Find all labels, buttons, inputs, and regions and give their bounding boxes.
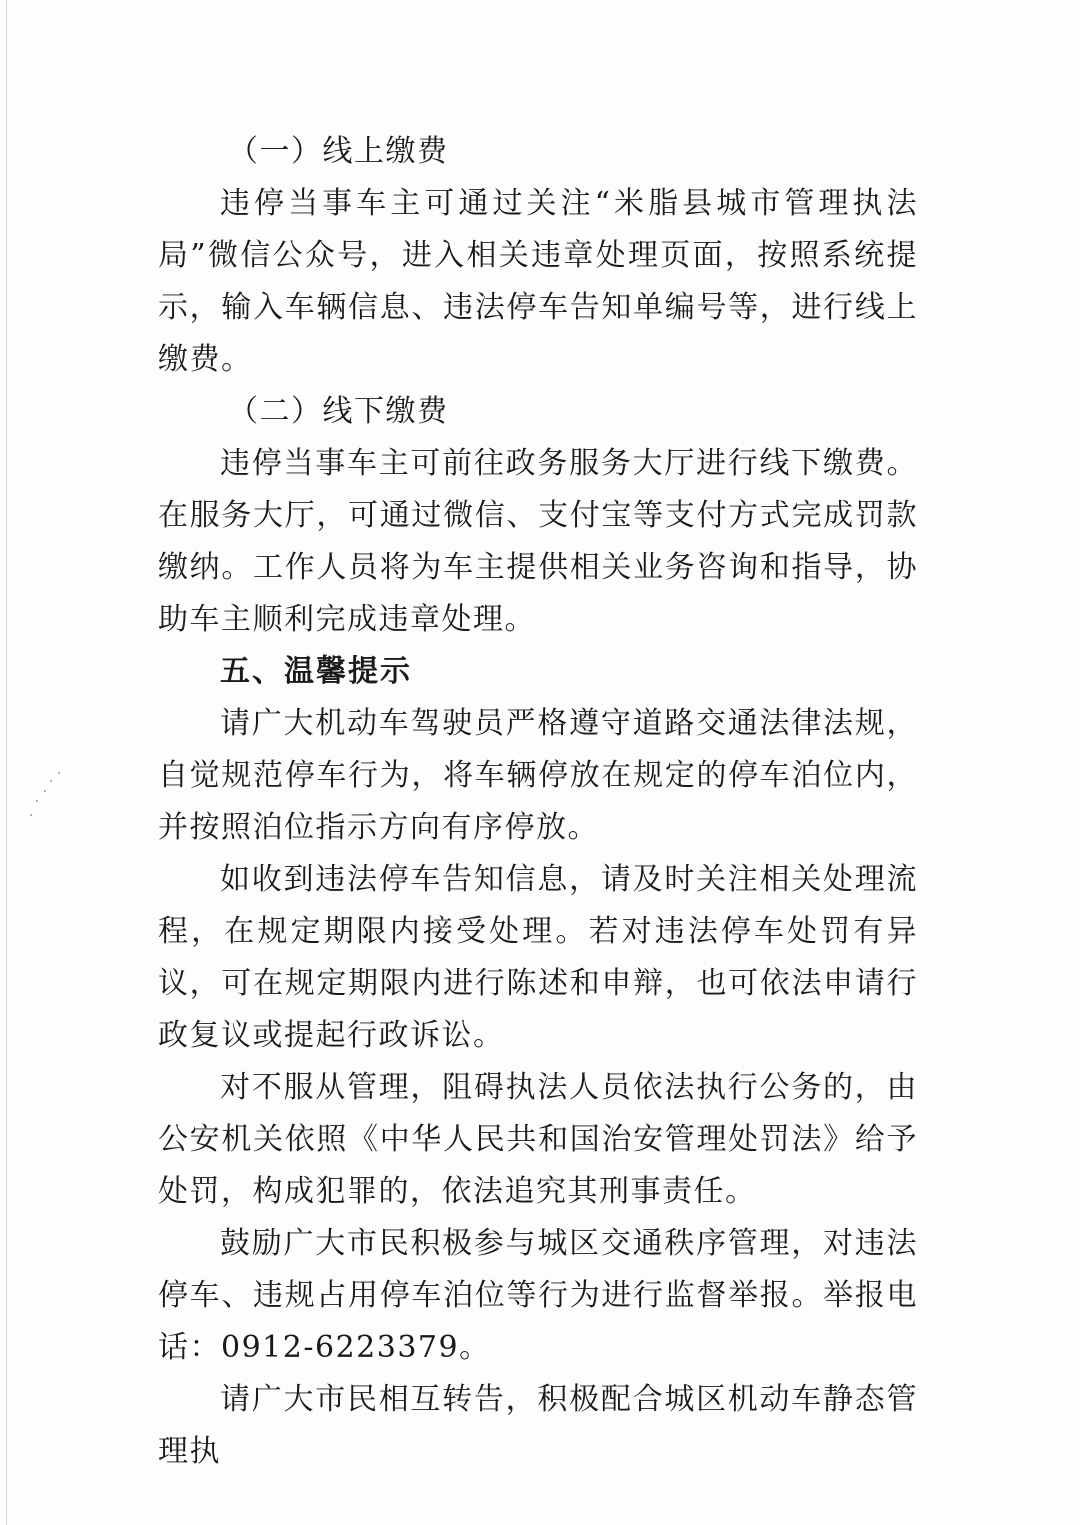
paragraph-tips-report-hotline: 鼓励广大市民积极参与城区交通秩序管理，对违法停车、违规占用停车泊位等行为进行监督举报。举报电话：0912-6223379。: [158, 1226, 918, 1365]
document-body: [158, 126, 918, 1478]
scan-edge-line: [6, 0, 7, 1525]
scan-speckle: [28, 770, 64, 830]
paragraph-tips-parking-rules: 请广大机动车驾驶员严格遵守道路交通法律法规，自觉规范停车行为，将车辆停放在规定的停车泊位内，并按照泊位指示方向有序停放。: [158, 706, 918, 845]
paragraph-online-payment: 违停当事车主可通过关注“米脂县城市管理执法局”微信公众号，进入相关违章处理页面，按照系统提示，输入车辆信息、违法停车告知单编号等，进行线上缴费。: [158, 186, 918, 377]
paragraph-tips-obstruction: 对不服从管理，阻碍执法人员依法执行公务的，由公安机关依照《中华人民共和国治安管理处罚法》给予处罚，构成犯罪的，依法追究其刑事责任。: [158, 1070, 918, 1209]
heading-offline-payment: （二）线下缴费: [228, 394, 449, 429]
heading-warm-tips: 五、温馨提示: [220, 654, 412, 689]
heading-online-payment: （一）线上缴费: [228, 134, 449, 169]
paragraph-offline-payment: 违停当事车主可前往政务服务大厅进行线下缴费。在服务大厅，可通过微信、支付宝等支付方式完成罚款缴纳。工作人员将为车主提供相关业务咨询和指导，协助车主顺利完成违章处理。: [158, 446, 918, 637]
paragraph-tips-notice-handling: 如收到违法停车告知信息，请及时关注相关处理流程，在规定期限内接受处理。若对违法停车处罚有异议，可在规定期限内进行陈述和申辩，也可依法申请行政复议或提起行政诉讼。: [158, 862, 918, 1053]
paragraph-tips-cooperate: 请广大市民相互转告，积极配合城区机动车静态管理执: [158, 1382, 918, 1469]
